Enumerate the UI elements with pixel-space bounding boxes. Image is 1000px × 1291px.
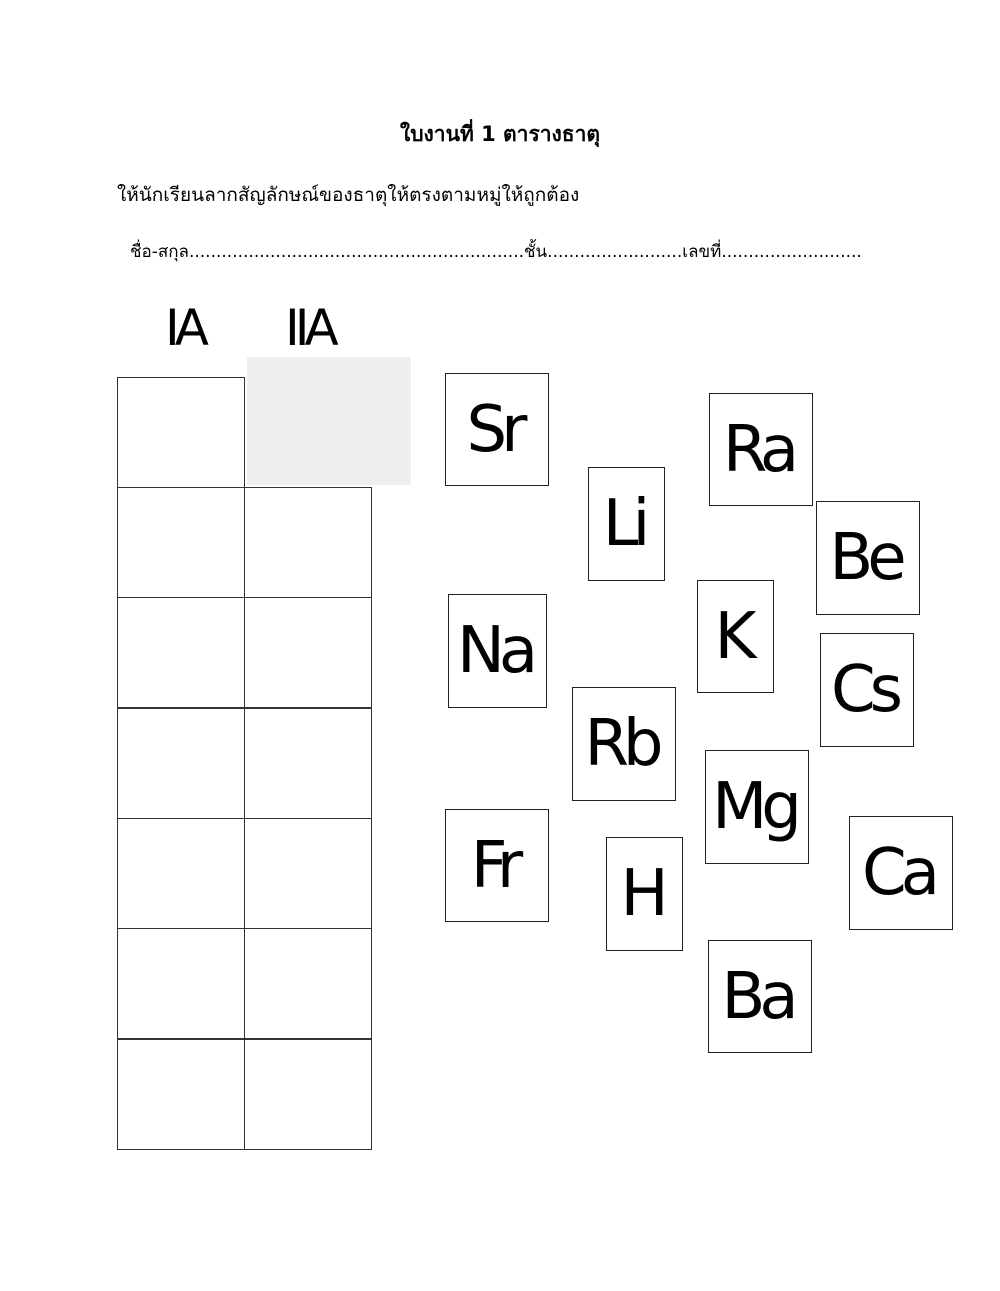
ia-drop-slot-3[interactable] [117,597,245,708]
instruction-text: ให้นักเรียนลากสัญลักษณ์ของธาตุให้ตรงตามหมู่ให้ถูกต้อง [117,184,580,206]
iia-drop-slot-7[interactable] [244,1039,372,1150]
ia-drop-slot-2[interactable] [117,487,245,598]
ia-drop-slot-1[interactable] [117,377,245,488]
element-card-be[interactable]: Be [816,501,920,615]
element-card-cs[interactable]: Cs [820,633,914,747]
student-info-line: ชื่อ-สกุล..............................................................ชั้น.........................เลขที่.......................... [130,242,862,262]
iia-drop-slot-4[interactable] [244,708,372,819]
element-card-fr[interactable]: Fr [445,809,549,922]
ia-drop-slot-6[interactable] [117,928,245,1039]
iia-drop-slot-3[interactable] [244,597,372,708]
element-card-rb[interactable]: Rb [572,687,676,801]
group-ia-heading: IA [165,299,204,357]
iia-drop-slot-6[interactable] [244,928,372,1039]
iia-drop-slot-1[interactable] [247,357,411,485]
worksheet-title: ใบงานที่ 1 ตารางธาตุ [399,122,601,146]
element-card-na[interactable]: Na [448,594,547,708]
element-card-k[interactable]: K [697,580,774,693]
element-card-mg[interactable]: Mg [705,750,809,864]
ia-drop-slot-5[interactable] [117,818,245,929]
element-card-h[interactable]: H [606,837,683,951]
iia-drop-slot-5[interactable] [244,818,372,929]
iia-drop-slot-2[interactable] [244,487,372,598]
group-iia-heading: IIA [285,299,334,357]
ia-drop-slot-4[interactable] [117,708,245,819]
ia-drop-slot-7[interactable] [117,1039,245,1150]
element-card-ra[interactable]: Ra [709,393,813,506]
element-card-ca[interactable]: Ca [849,816,953,930]
element-card-sr[interactable]: Sr [445,373,549,486]
element-card-li[interactable]: Li [588,467,665,581]
element-card-ba[interactable]: Ba [708,940,812,1053]
